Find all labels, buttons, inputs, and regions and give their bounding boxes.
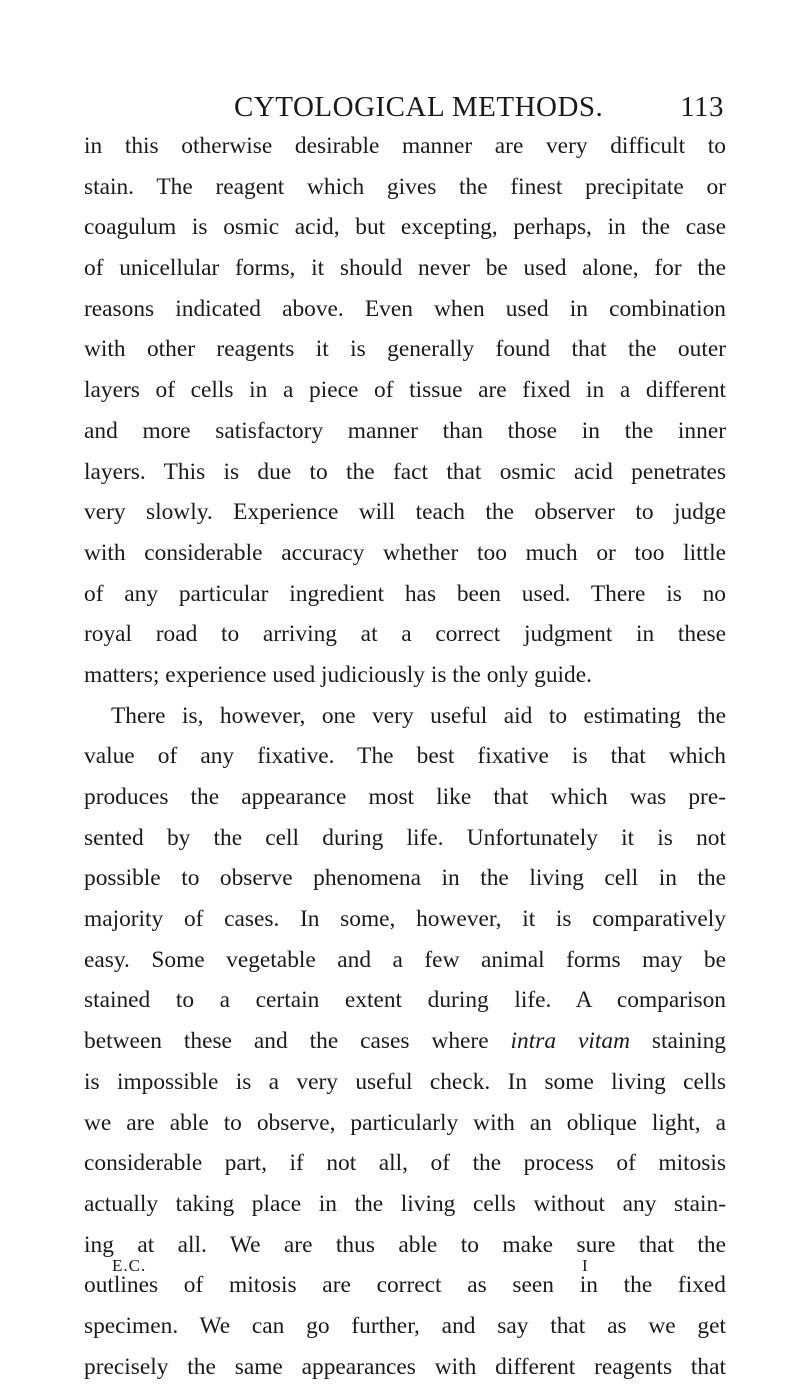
text-line: sented by the cell during life. Unfortunately it is not (84, 824, 726, 851)
text-line: with considerable accuracy whether too much or too little (84, 539, 726, 566)
text-line: precisely the same appearances with different reagents that (84, 1353, 726, 1380)
text-line: with other reagents it is generally found that the outer (84, 336, 726, 363)
text-line: coagulum is osmic acid, but excepting, perhaps, in the case (84, 214, 726, 241)
text-line: specimen. We can go further, and say that as we get (84, 1312, 726, 1339)
text-line: ing at all. We are thus able to make sure that the (84, 1231, 726, 1258)
text-line: outlines of mitosis are correct as seen in the fixed (84, 1272, 726, 1299)
text-line: of any particular ingredient has been used. There is no (84, 580, 726, 607)
italic-phrase: intra vitam (510, 1028, 630, 1055)
text-line: considerable part, if not all, of the process of mitosis (84, 1150, 726, 1177)
running-head (84, 87, 726, 127)
signature-mark-right: I (582, 1256, 589, 1275)
text-line: is impossible is a very useful check. In some living cells (84, 1068, 726, 1095)
text-line: stained to a certain extent during life. A comparison (84, 987, 726, 1014)
body-text (84, 126, 726, 1387)
text-line: we are able to observe, particularly with an oblique light, a (84, 1109, 726, 1136)
text-segment: between these and the cases where (84, 1028, 511, 1055)
text-line: There is, however, one very useful aid to estimating the (111, 702, 726, 729)
text-line: royal road to arriving at a correct judgment in these (84, 621, 726, 648)
text-line: produces the appearance most like that which was pre- (84, 784, 726, 810)
text-line: majority of cases. In some, however, it is comparatively (84, 906, 726, 933)
text-line-mixed (84, 1021, 726, 1062)
signature-mark-left: E.C. (112, 1256, 147, 1275)
text-line: reasons indicated above. Even when used in combination (84, 295, 726, 322)
text-line: value of any fixative. The best fixative is that which (84, 743, 726, 770)
text-line: actually taking place in the living cells without any stain- (84, 1190, 726, 1217)
page-number: 113 (680, 91, 724, 123)
text-line: layers of cells in a piece of tissue are fixed in a different (84, 377, 726, 404)
text-line: in this otherwise desirable manner are very difficult to (84, 133, 726, 159)
text-line: easy. Some vegetable and a few animal forms may be (84, 946, 726, 973)
text-line: matters; experience used judiciously is the only guide. (84, 661, 592, 688)
text-line: and more satisfactory manner than those in the inner (84, 417, 726, 444)
text-line: of unicellular forms, it should never be used alone, for the (84, 255, 726, 282)
text-line: stain. The reagent which gives the finest precipitate or (84, 173, 726, 200)
running-head-title: CYTOLOGICAL METHODS. (234, 91, 604, 123)
text-line: possible to observe phenomena in the living cell in the (84, 865, 726, 892)
text-segment: staining (629, 1028, 726, 1055)
text-line: layers. This is due to the fact that osmic acid penetrates (84, 458, 726, 485)
text-line: very slowly. Experience will teach the observer to judge (84, 499, 726, 526)
